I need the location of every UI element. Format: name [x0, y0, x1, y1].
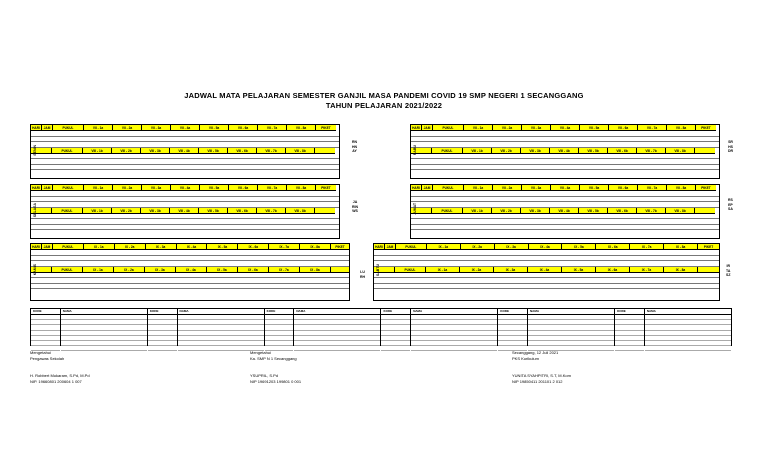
signature-right: Secanggang, 12 Juli 2021 PKS Kurikulum YUNITA SYAHPITRI, S.T, M.Kom NIP 19850411 201101 2 012 — [512, 350, 571, 384]
piket-note-senin: RN HN AY — [352, 140, 358, 153]
schedule-block-jumat: HARI JAM PUKUL VII - 1a VII - 2a VII - 3a VII - 4a VII - 5a VII - 6a VII - 7a VII - 8a PIKET PUKUL VIII - 1b VIII - 2b VIII - 3b VIII - 4b VIII - 5b VIII - 6b VIII - 7b VIII - 8b JUMAT — [410, 184, 720, 239]
day-label-jumat: JUMAT — [413, 203, 417, 215]
piket-note-kamis: LU RH — [360, 270, 366, 279]
schedule-block-rabu: HARI JAM PUKUL VII - 1a VII - 2a VII - 3a VII - 4a VII - 5a VII - 6a VII - 7a VII - 8a PIKET PUKUL VIII - 1b VIII - 2b VIII - 3b VIII - 4b VIII - 5b VIII - 6b VIII - 7b VIII - 8b RABU — [410, 124, 720, 179]
day-label-kamis: KAMIS — [33, 264, 37, 276]
signature-middle: Mengetahui Ka. SMP N 1 Secanggang YSUPRIL, S.Pd NIP 19691203 199801 0 001 — [250, 350, 302, 384]
schedule-block-kamis: HARI JAM PUKUL IX - 1a IX - 2a IX - 3a IX - 4a IX - 5a IX - 6a IX - 7a IX - 8a PIKET PUKUL IX - 1a IX - 2a IX - 3a IX - 4a IX - 5a IX - 6a IX - 7a IX - 8a KAMIS — [30, 243, 350, 301]
piket-note-selasa: JA RIN WS — [352, 200, 359, 213]
schedule-header-viii: PUKUL VIII - 1b VIII - 2b VIII - 3b VIII - 4b VIII - 5b VIII - 6b VIII - 7b VIII - 8b — [31, 148, 339, 154]
day-label-selasa: SELASA — [33, 203, 37, 218]
page-title: JADWAL MATA PELAJARAN SEMESTER GANJIL MASA PANDEMI COVID 19 SMP NEGERI 1 SECANGGANG — [184, 91, 584, 100]
schedule-header: HARI JAM PUKUL VII - 1a VII - 2a VII - 3a VII - 4a VII - 5a VII - 6a VII - 7a VII - 8a PIKET — [31, 125, 339, 131]
schedule-block-senin — [30, 124, 340, 179]
page-subtitle: TAHUN PELAJARAN 2021/2022 — [325, 101, 443, 110]
schedule-block-selasa: HARI JAM PUKUL VII - 1a VII - 2a VII - 3a VII - 4a VII - 5a VII - 6a VII - 7a VII - 8a PIKET PUKUL VIII - 1b VIII - 2b VIII - 3b VIII - 4b VIII - 5b VIII - 6b VIII - 7b VIII - 8b SELASA — [30, 184, 340, 239]
piket-note-rabu: SR HS DR — [728, 140, 734, 153]
day-label-senin: SENIN — [33, 145, 37, 156]
day-label-sabtu: SABTU — [376, 264, 380, 277]
day-label-rabu: RABU — [413, 145, 417, 156]
piket-note-sabtu: IR TA SZ — [726, 264, 731, 277]
piket-note-jumat: RS EP SA — [728, 198, 733, 211]
signature-left: Mengetahui Pengawas Sekolah H. Robbert Mukaram, S.Pd, M.Pd NIP. 19660801 200604 1 007 — [30, 350, 90, 384]
teacher-code-table: KODE NAMA KODE NAMA KODE NAMA KODE NAMA KODE NAMA KODE NAMA — [30, 308, 732, 346]
schedule-block-sabtu: HARI JAM PUKUL IX - 1a IX - 2a IX - 3a IX - 4a IX - 5a IX - 6a IX - 7a IX - 8a PIKET PUKUL IX - 1a IX - 2a IX - 3a IX - 4a IX - 5a IX - 6a IX - 7a IX - 8a SABTU — [373, 243, 720, 301]
